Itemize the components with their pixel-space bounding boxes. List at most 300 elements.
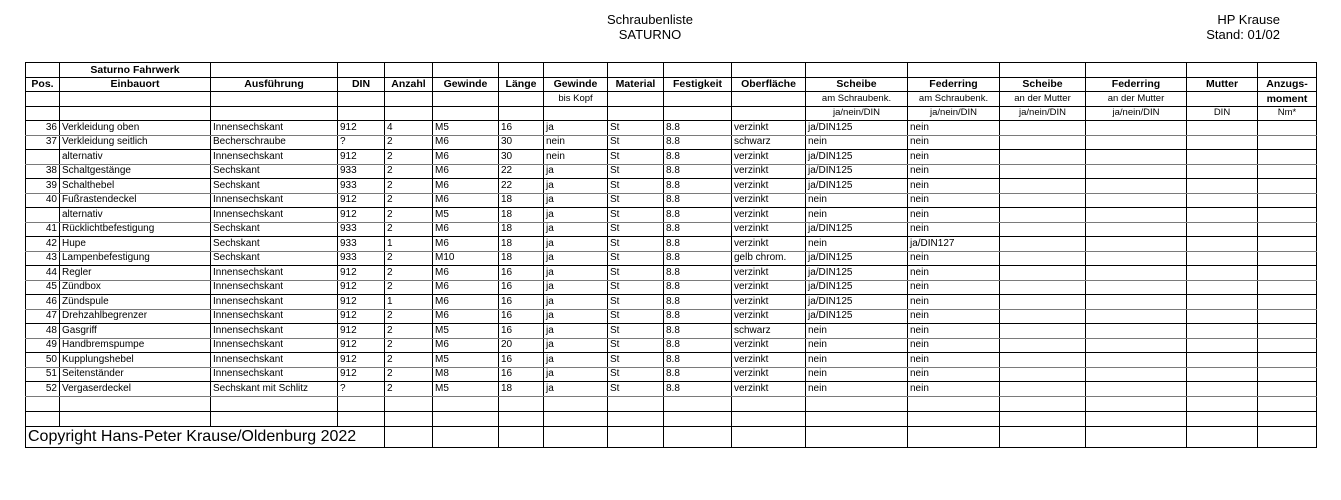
table-cell: 20 [499,338,544,353]
table-cell: Sechskant [211,251,338,266]
table-cell: nein [806,193,908,208]
table-cell: M6 [433,150,499,165]
table-cell: Handbremspumpe [60,338,211,353]
table-cell: nein [806,208,908,223]
column-subheader [60,92,211,107]
table-cell [1258,193,1317,208]
table-cell [1258,324,1317,339]
table-cell: ja [544,222,608,237]
table-cell [1258,150,1317,165]
table-cell: ? [338,382,385,397]
table-cell [1086,121,1187,136]
empty-cell [608,411,664,426]
table-cell: 2 [385,193,433,208]
table-cell: 912 [338,121,385,136]
column-header-row [26,77,1317,92]
table-cell: Gasgriff [60,324,211,339]
table-cell [1000,164,1086,179]
column-subheader: ja/nein/DIN [908,106,1000,121]
table-cell: ja/DIN125 [806,222,908,237]
empty-cell [385,426,433,447]
table-cell [1258,164,1317,179]
position-cell [26,208,60,223]
table-cell [1000,150,1086,165]
table-cell [1000,193,1086,208]
empty-cell [1258,396,1317,411]
table-cell: 2 [385,324,433,339]
table-cell: ja [544,309,608,324]
screw-list-table [25,62,1317,448]
empty-row [26,396,1317,411]
empty-cell [806,396,908,411]
table-cell: M6 [433,164,499,179]
table-cell: Schaltgestänge [60,164,211,179]
empty-cell [60,411,211,426]
table-cell: Verkleidung oben [60,121,211,136]
column-subheader [433,106,499,121]
column-header: Anzahl [385,77,433,92]
table-cell [1187,353,1258,368]
table-cell: ja [544,367,608,382]
table-cell: Schalthebel [60,179,211,194]
table-cell: St [608,367,664,382]
table-cell: ja [544,382,608,397]
position-cell: 51 [26,367,60,382]
table-cell: ja [544,179,608,194]
table-cell [1258,135,1317,150]
table-cell: nein [806,382,908,397]
position-cell: 39 [26,179,60,194]
table-cell: M6 [433,237,499,252]
table-cell [1086,309,1187,324]
position-cell: 38 [26,164,60,179]
table-cell: Verkleidung seitlich [60,135,211,150]
table-cell: 912 [338,324,385,339]
table-cell: 2 [385,367,433,382]
table-cell: ja/DIN125 [806,266,908,281]
position-cell [26,150,60,165]
table-row [26,193,1317,208]
table-cell: Sechskant [211,237,338,252]
position-cell: 52 [26,382,60,397]
column-subheader [664,92,732,107]
table-row [26,179,1317,194]
table-cell: Becherschraube [211,135,338,150]
table-cell: 912 [338,150,385,165]
table-cell: M6 [433,309,499,324]
empty-cell [60,396,211,411]
table-cell: Hupe [60,237,211,252]
table-cell: M6 [433,266,499,281]
table-cell: verzinkt [732,367,806,382]
column-header: Mutter [1187,77,1258,92]
table-row [26,121,1317,136]
table-cell: nein [908,150,1000,165]
column-header: DIN [338,77,385,92]
column-subheader [338,92,385,107]
table-cell: St [608,121,664,136]
table-cell [1187,135,1258,150]
table-cell [1086,222,1187,237]
table-cell: verzinkt [732,295,806,310]
empty-cell [433,411,499,426]
table-cell [1187,237,1258,252]
table-cell [1187,266,1258,281]
empty-cell [1086,411,1187,426]
table-cell [1000,251,1086,266]
table-row [26,295,1317,310]
table-cell: 18 [499,237,544,252]
empty-cell [499,396,544,411]
table-cell: verzinkt [732,164,806,179]
table-cell: verzinkt [732,222,806,237]
column-subheader [664,106,732,121]
position-cell: 37 [26,135,60,150]
table-cell [1000,338,1086,353]
table-cell: nein [908,251,1000,266]
table-cell: ja/DIN127 [908,237,1000,252]
table-cell: 2 [385,179,433,194]
table-cell: verzinkt [732,237,806,252]
empty-cell [732,426,806,447]
column-subheader-row-1 [26,92,1317,107]
table-cell: 912 [338,280,385,295]
table-cell: nein [908,121,1000,136]
position-cell: 40 [26,193,60,208]
table-cell: ja [544,295,608,310]
table-cell: ja [544,324,608,339]
column-header: Gewinde [544,77,608,92]
table-cell: 16 [499,121,544,136]
table-cell: Lampenbefestigung [60,251,211,266]
empty-cell [908,426,1000,447]
table-cell: ja/DIN125 [806,251,908,266]
column-subheader [732,92,806,107]
empty-cell [1000,426,1086,447]
table-cell: St [608,251,664,266]
table-row [26,135,1317,150]
table-cell: 8.8 [664,208,732,223]
table-cell [1086,324,1187,339]
table-cell: 2 [385,353,433,368]
empty-cell [211,411,338,426]
table-row [26,208,1317,223]
table-row [26,222,1317,237]
empty-cell [806,426,908,447]
table-cell: 8.8 [664,121,732,136]
table-cell: 8.8 [664,382,732,397]
table-cell: St [608,164,664,179]
table-cell: St [608,193,664,208]
table-cell [1187,367,1258,382]
table-cell: 912 [338,266,385,281]
empty-cell [1187,426,1258,447]
table-cell: 2 [385,266,433,281]
table-cell: verzinkt [732,338,806,353]
table-cell: ja [544,193,608,208]
table-cell: 4 [385,121,433,136]
empty-cell [1187,396,1258,411]
table-cell: 16 [499,309,544,324]
table-cell: ja [544,266,608,281]
table-cell: ja/DIN125 [806,150,908,165]
table-cell: Rücklichtbefestigung [60,222,211,237]
table-cell [1086,208,1187,223]
table-row [26,353,1317,368]
table-cell: nein [806,338,908,353]
column-subheader [499,106,544,121]
table-cell [1258,121,1317,136]
position-cell: 50 [26,353,60,368]
column-header: Pos. [26,77,60,92]
column-header: Oberfläche [732,77,806,92]
table-cell [1187,121,1258,136]
position-cell: 48 [26,324,60,339]
table-cell: Vergaserdeckel [60,382,211,397]
table-cell [1187,164,1258,179]
table-cell: 2 [385,280,433,295]
table-cell: ja/DIN125 [806,295,908,310]
table-cell [1000,367,1086,382]
empty-cell [1258,426,1317,447]
table-cell [1187,324,1258,339]
table-cell: 2 [385,338,433,353]
column-subheader [211,92,338,107]
table-cell: nein [908,353,1000,368]
table-cell: 2 [385,309,433,324]
column-subheader-row-2 [26,106,1317,121]
empty-cell [732,396,806,411]
table-cell [1000,208,1086,223]
column-subheader: am Schraubenk. [806,92,908,107]
table-cell: ? [338,135,385,150]
table-cell [1086,150,1187,165]
empty-cell [1086,396,1187,411]
table-cell: 16 [499,280,544,295]
table-cell: 8.8 [664,309,732,324]
table-cell: St [608,135,664,150]
table-row [26,251,1317,266]
position-cell: 47 [26,309,60,324]
table-cell [1258,382,1317,397]
table-cell: M6 [433,295,499,310]
table-cell: nein [908,193,1000,208]
position-cell: 36 [26,121,60,136]
table-cell [1187,208,1258,223]
column-subheader: ja/nein/DIN [1000,106,1086,121]
table-cell: nein [908,367,1000,382]
table-cell: ja/DIN125 [806,121,908,136]
table-cell: 8.8 [664,338,732,353]
table-cell [1258,353,1317,368]
column-subheader [338,106,385,121]
table-cell: 933 [338,222,385,237]
table-cell: verzinkt [732,179,806,194]
table-cell: ja [544,338,608,353]
empty-cell [338,411,385,426]
table-cell: M6 [433,280,499,295]
table-cell [1000,382,1086,397]
table-cell [1258,222,1317,237]
table-cell: 8.8 [664,179,732,194]
column-subheader: an der Mutter [1086,92,1187,107]
column-subheader: am Schraubenk. [908,92,1000,107]
position-cell: 49 [26,338,60,353]
table-cell: St [608,353,664,368]
table-cell: ja [544,280,608,295]
column-subheader [385,92,433,107]
column-subheader [732,106,806,121]
table-cell: 18 [499,193,544,208]
table-cell: Sechskant mit Schlitz [211,382,338,397]
table-cell [1187,309,1258,324]
table-cell: 16 [499,353,544,368]
table-cell: M8 [433,367,499,382]
position-cell: 45 [26,280,60,295]
table-cell: nein [908,266,1000,281]
table-row [26,338,1317,353]
table-cell: Seitenständer [60,367,211,382]
column-subheader [433,92,499,107]
table-cell: 8.8 [664,353,732,368]
table-cell: ja/DIN125 [806,280,908,295]
table-row [26,150,1317,165]
table-cell: verzinkt [732,121,806,136]
table-cell: M5 [433,208,499,223]
table-cell: Innensechskant [211,367,338,382]
column-header: Scheibe [806,77,908,92]
table-cell: Innensechskant [211,193,338,208]
column-subheader: bis Kopf [544,92,608,107]
table-cell: Drehzahlbegrenzer [60,309,211,324]
column-subheader: Nm* [1258,106,1317,121]
table-cell: 912 [338,367,385,382]
column-subheader [211,106,338,121]
table-cell [1000,179,1086,194]
table-cell [1000,222,1086,237]
table-cell: nein [544,150,608,165]
table-row [26,237,1317,252]
position-cell: 46 [26,295,60,310]
table-cell: ja [544,353,608,368]
empty-cell [338,396,385,411]
table-cell: nein [908,222,1000,237]
table-cell: verzinkt [732,353,806,368]
table-cell: 8.8 [664,251,732,266]
table-cell [1086,367,1187,382]
author-name: HP Krause [1217,12,1280,27]
table-cell: St [608,338,664,353]
table-cell: 30 [499,135,544,150]
empty-cell [1258,411,1317,426]
table-cell [1258,237,1317,252]
table-cell: St [608,295,664,310]
position-cell: 42 [26,237,60,252]
table-cell [1187,222,1258,237]
table-cell: Zündbox [60,280,211,295]
table-cell: M5 [433,324,499,339]
table-row [26,266,1317,281]
table-cell: verzinkt [732,150,806,165]
column-subheader [608,106,664,121]
empty-cell [544,411,608,426]
table-cell: nein [806,367,908,382]
table-cell [1086,382,1187,397]
table-cell: 22 [499,179,544,194]
empty-cell [732,411,806,426]
table-cell: ja [544,237,608,252]
table-cell: Sechskant [211,164,338,179]
table-cell: alternativ [60,150,211,165]
table-cell: St [608,150,664,165]
table-cell: 912 [338,338,385,353]
table-cell [1187,280,1258,295]
table-cell: nein [806,135,908,150]
table-cell [1086,179,1187,194]
table-cell: Kupplungshebel [60,353,211,368]
empty-cell [806,411,908,426]
table-cell [1187,295,1258,310]
table-cell: ja/DIN125 [806,164,908,179]
column-subheader [544,106,608,121]
table-cell [1258,179,1317,194]
revision-date: Stand: 01/02 [1206,27,1280,42]
column-header: Festigkeit [664,77,732,92]
table-cell: nein [806,324,908,339]
table-cell [1086,237,1187,252]
table-cell: 2 [385,222,433,237]
table-cell: verzinkt [732,266,806,281]
empty-cell [433,426,499,447]
table-cell: M5 [433,353,499,368]
column-subheader [499,92,544,107]
column-subheader: DIN [1187,106,1258,121]
empty-cell [664,426,732,447]
table-cell: nein [806,237,908,252]
column-header: Ausführung [211,77,338,92]
table-cell: 8.8 [664,280,732,295]
table-cell: St [608,179,664,194]
empty-cell [211,396,338,411]
table-cell [1086,353,1187,368]
table-cell: St [608,222,664,237]
column-header: Scheibe [1000,77,1086,92]
table-cell [1258,280,1317,295]
table-cell: nein [544,135,608,150]
table-cell: M6 [433,338,499,353]
empty-row [26,411,1317,426]
table-cell: Innensechskant [211,150,338,165]
table-cell: nein [908,280,1000,295]
table-cell [1187,382,1258,397]
column-subheader: moment [1258,92,1317,107]
table-cell: 18 [499,382,544,397]
table-cell: 2 [385,150,433,165]
empty-cell [608,396,664,411]
table-cell: alternativ [60,208,211,223]
empty-cell [1000,411,1086,426]
table-cell: nein [908,179,1000,194]
empty-cell [499,411,544,426]
table-row [26,324,1317,339]
column-subheader [26,106,60,121]
table-cell: ja/DIN125 [806,309,908,324]
table-cell: 1 [385,295,433,310]
table-cell: 8.8 [664,135,732,150]
copyright-notice: Copyright Hans-Peter Krause/Oldenburg 2022 [26,426,385,447]
position-cell: 44 [26,266,60,281]
column-subheader [26,92,60,107]
